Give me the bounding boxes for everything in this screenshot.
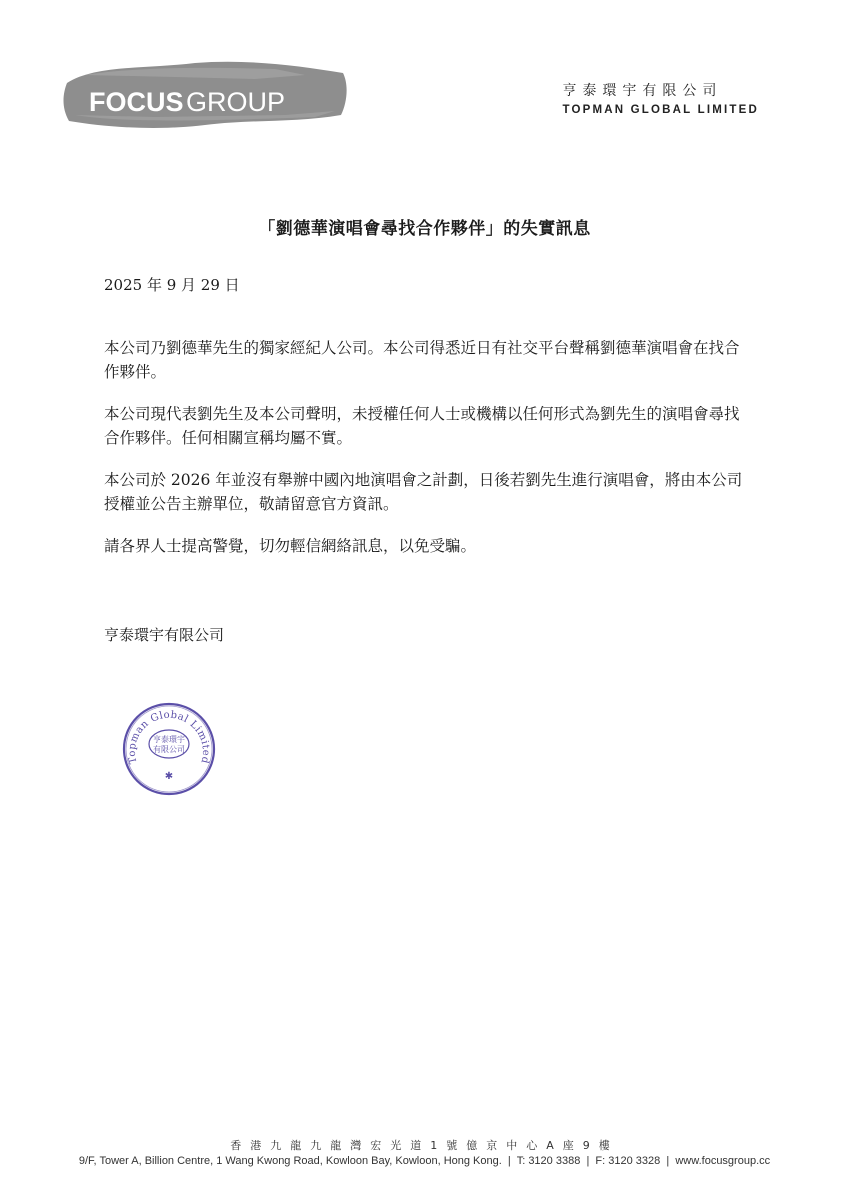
footer-contact-line: [0, 1155, 849, 1167]
company-header: [562, 80, 759, 116]
seal-star-icon: ✱: [164, 771, 174, 782]
company-seal: [120, 700, 218, 798]
signoff-company: 亨泰環宇有限公司: [104, 626, 225, 644]
seal-inner-text-2: 有限公司: [153, 745, 185, 754]
company-name-cn: 亨泰環宇有限公司: [562, 83, 723, 99]
footer-address-en: 9/F, Tower A, Billion Centre, 1 Wang Kwong Road, Kowloon Bay, Kowloon, Hong Kong.: [78, 1155, 502, 1167]
footer-fax: F: 3120 3328: [595, 1155, 661, 1167]
document-title: 「劉德華演唱會尋找合作夥伴」的失實訊息: [258, 219, 591, 239]
paragraph-3: 本公司於 2026 年並沒有舉辦中國內地演唱會之計劃，日後若劉先生進行演唱會，將由本公司授權並公告主辦單位，敬請留意官方資訊。: [104, 471, 743, 513]
document-date: 2025 年 9 月 29 日: [104, 276, 240, 294]
footer-separator: |: [663, 1155, 676, 1167]
seal-outer-text: Topman Global Limited: [126, 709, 212, 765]
logo-text-group: GROUP: [186, 87, 286, 117]
footer-separator: |: [583, 1155, 596, 1167]
document-body: [104, 336, 754, 576]
footer-address-cn: 香港九龍九龍灣宏光道1號億京中心A座9樓: [230, 1139, 619, 1152]
company-name-en: TOPMAN GLOBAL LIMITED: [562, 104, 759, 116]
focus-group-logo: [55, 45, 355, 145]
logo-text-focus: FOCUS: [89, 87, 184, 117]
paragraph-2: 本公司現代表劉先生及本公司聲明，未授權任何人士或機構以任何形式為劉先生的演唱會尋找合作夥伴。任何相關宣稱均屬不實。: [104, 405, 740, 447]
footer-separator: |: [504, 1155, 517, 1167]
footer-tel: T: 3120 3388: [516, 1155, 581, 1167]
paragraph-4: 請各界人士提高警覺，切勿輕信網絡訊息，以免受騙。: [104, 537, 477, 555]
paragraph-1: 本公司乃劉德華先生的獨家經紀人公司。本公司得悉近日有社交平台聲稱劉德華演唱會在找合作夥伴。: [104, 339, 740, 381]
seal-inner-text-1: 亨泰環宇: [153, 735, 185, 744]
footer-website-link[interactable]: www.focusgroup.cc: [675, 1155, 771, 1167]
